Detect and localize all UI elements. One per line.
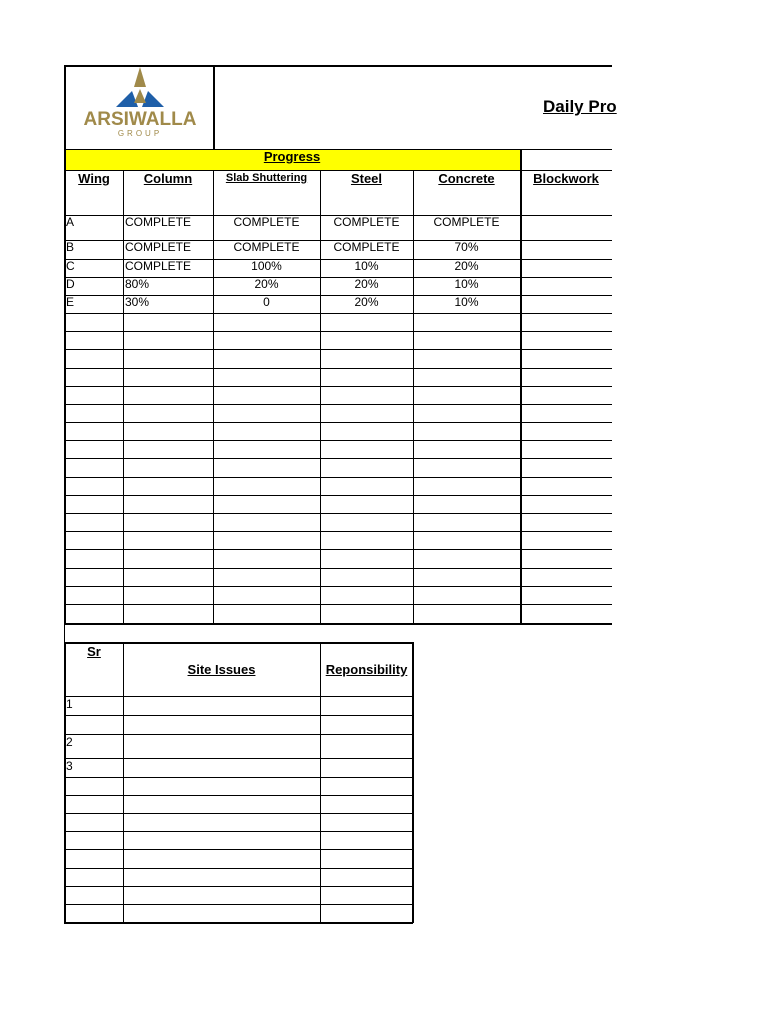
grid-line — [64, 795, 413, 796]
grid-line — [64, 886, 413, 887]
cell-steel-d: 20% — [354, 277, 379, 291]
logo-name: ARSIWALLA — [83, 109, 197, 130]
grid-line — [64, 531, 612, 532]
grid-line — [213, 65, 215, 149]
col-header-concrete: Concrete — [438, 171, 495, 186]
grid-line — [320, 170, 321, 624]
grid-line — [213, 170, 214, 624]
cell-concrete-e: 10% — [454, 295, 479, 309]
cell-steel-b: COMPLETE — [333, 240, 400, 254]
grid-line — [64, 368, 612, 369]
col-header-slab: Slab Shuttering — [225, 172, 308, 184]
cell-wing-d: D — [66, 277, 75, 291]
grid-line — [64, 277, 612, 278]
grid-line — [64, 477, 612, 478]
grid-line — [64, 259, 612, 260]
cell-steel-a: COMPLETE — [333, 215, 400, 229]
grid-line — [64, 904, 413, 905]
grid-line — [64, 349, 612, 350]
cell-slab-e: 0 — [263, 295, 270, 309]
grid-line — [64, 440, 612, 441]
grid-line — [64, 586, 612, 587]
grid-line — [64, 295, 612, 296]
grid-line — [64, 313, 612, 314]
cell-column-a: COMPLETE — [125, 215, 192, 229]
grid-line — [64, 604, 612, 605]
grid-line — [64, 422, 612, 423]
grid-line — [64, 624, 65, 643]
grid-line — [64, 868, 413, 869]
grid-line — [64, 404, 612, 405]
grid-line — [64, 642, 66, 923]
grid-line — [123, 170, 124, 624]
grid-line — [64, 549, 612, 550]
grid-line — [64, 170, 612, 171]
page-title: Daily Pro — [543, 97, 617, 116]
col-header-wing: Wing — [78, 171, 110, 186]
grid-line — [64, 495, 612, 496]
grid-line — [64, 458, 612, 459]
cell-steel-e: 20% — [354, 295, 379, 309]
grid-line — [64, 777, 413, 778]
cell-wing-a: A — [66, 215, 75, 229]
cell-steel-c: 10% — [354, 259, 379, 273]
col-header-steel: Steel — [350, 171, 383, 186]
grid-line — [64, 623, 612, 625]
issue-number-1: 1 — [66, 697, 73, 711]
cell-slab-b: COMPLETE — [233, 240, 300, 254]
grid-line — [64, 813, 413, 814]
grid-line — [64, 696, 413, 697]
issues-header-site-issues: Site Issues — [187, 662, 256, 677]
issues-header-sr: Sr — [87, 644, 101, 659]
grid-line — [64, 734, 413, 735]
grid-line — [64, 65, 612, 67]
grid-line — [320, 642, 321, 923]
cell-wing-b: B — [66, 240, 75, 254]
arsiwalla-logo — [80, 65, 200, 147]
grid-line — [64, 715, 413, 716]
issue-number-2: 2 — [66, 735, 73, 749]
col-header-column: Column — [143, 171, 193, 186]
cell-slab-c: 100% — [251, 259, 282, 273]
col-header-blockwork: Blockwork — [533, 171, 599, 186]
grid-line — [64, 513, 612, 514]
grid-line — [64, 240, 612, 241]
grid-line — [64, 386, 612, 387]
cell-wing-c: C — [66, 259, 75, 273]
cell-wing-e: E — [66, 295, 75, 309]
cell-slab-a: COMPLETE — [233, 215, 300, 229]
grid-line — [64, 831, 413, 832]
grid-line — [64, 758, 413, 759]
grid-line — [64, 922, 413, 924]
grid-line — [64, 642, 413, 644]
issue-number-3: 3 — [66, 759, 73, 773]
cell-concrete-d: 10% — [454, 277, 479, 291]
grid-line — [64, 568, 612, 569]
grid-line — [64, 849, 413, 850]
grid-line — [64, 331, 612, 332]
cell-column-b: COMPLETE — [125, 240, 192, 254]
cell-column-c: COMPLETE — [125, 259, 192, 273]
grid-line — [123, 642, 124, 923]
cell-concrete-c: 20% — [454, 259, 479, 273]
cell-column-d: 80% — [125, 277, 150, 291]
grid-line — [412, 642, 414, 923]
logo-sub: GROUP — [117, 129, 163, 138]
grid-line — [64, 215, 612, 216]
cell-concrete-b: 70% — [454, 240, 479, 254]
issues-header-responsibility: Reponsibility — [325, 662, 408, 677]
cell-concrete-a: COMPLETE — [433, 215, 500, 229]
progress-header: Progress — [263, 149, 321, 164]
cell-column-e: 30% — [125, 295, 150, 309]
grid-line — [64, 149, 612, 150]
cell-slab-d: 20% — [254, 277, 279, 291]
grid-line — [413, 170, 414, 624]
